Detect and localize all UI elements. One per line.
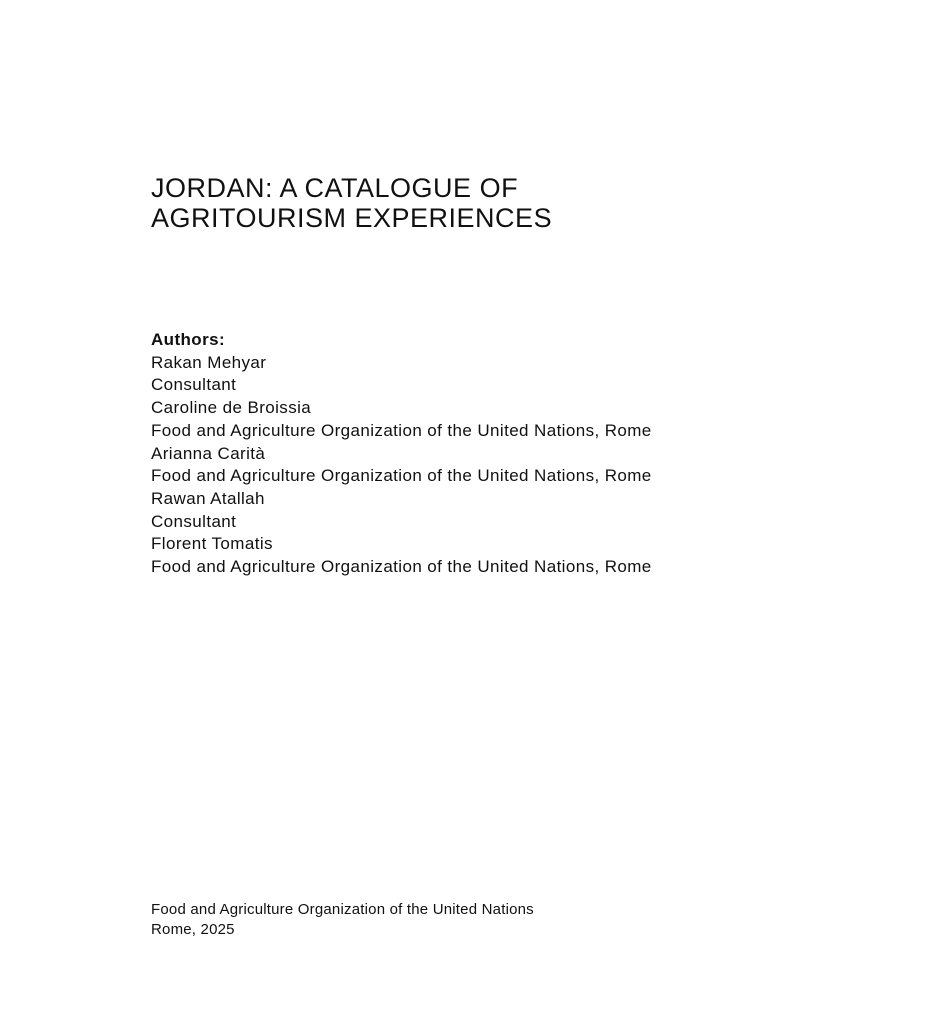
- author-name: Rakan Mehyar: [151, 352, 267, 372]
- author-affiliation: Food and Agriculture Organization of the United Nations, Rome: [151, 557, 652, 577]
- authors-heading: Authors:: [151, 330, 226, 349]
- title-line-2: AGRITOURISM EXPERIENCES: [151, 203, 553, 233]
- author-affiliation: Consultant: [151, 511, 237, 531]
- author-name: Florent Tomatis: [151, 534, 273, 554]
- author-name: Arianna Carità: [151, 443, 266, 463]
- imprint-block: [151, 900, 534, 940]
- title-line-1: JORDAN: A CATALOGUE OF: [151, 173, 519, 203]
- author-affiliation: Food and Agriculture Organization of the United Nations, Rome: [151, 420, 652, 440]
- author-name: Rawan Atallah: [151, 488, 265, 508]
- authors-block: [151, 329, 652, 579]
- author-name: Caroline de Broissia: [151, 398, 312, 418]
- place-and-year: Rome, 2025: [151, 921, 235, 938]
- author-affiliation: Food and Agriculture Organization of the United Nations, Rome: [151, 466, 652, 486]
- document-title: [151, 173, 552, 233]
- publisher-name: Food and Agriculture Organization of the United Nations: [151, 901, 534, 918]
- author-affiliation: Consultant: [151, 375, 237, 395]
